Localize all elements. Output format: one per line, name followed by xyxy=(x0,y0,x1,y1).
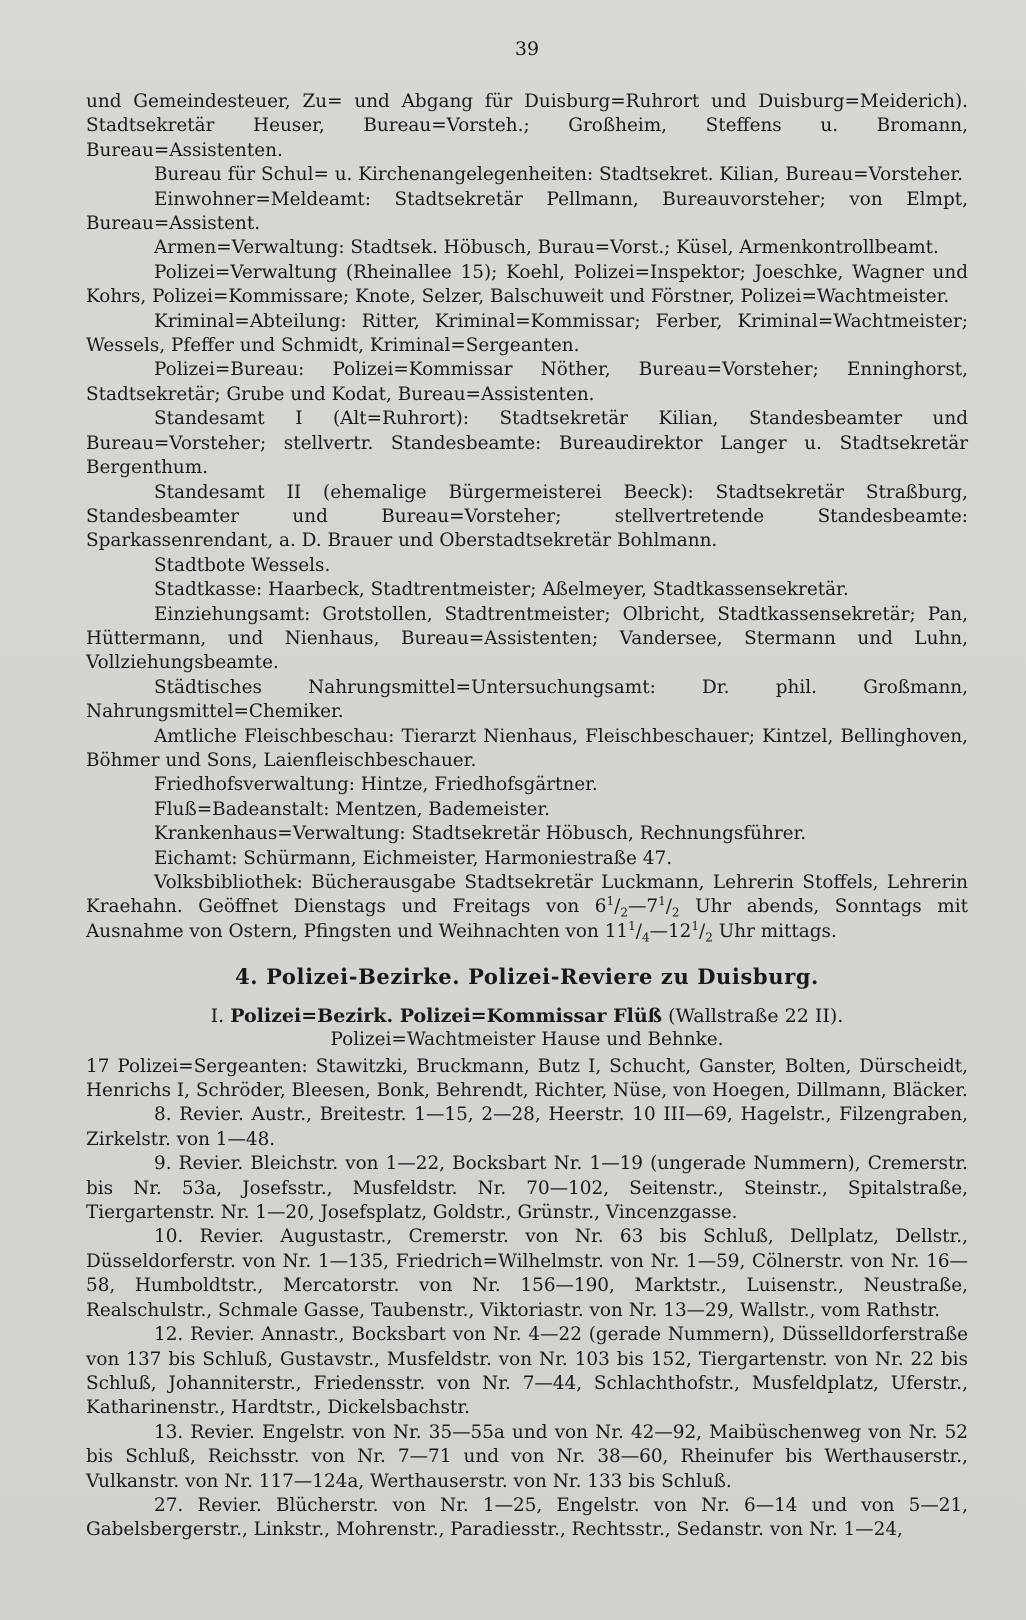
paragraph: Einziehungsamt: Grotstollen, Stadtrentmeister; Olbricht, Stadtkassensekretär; Pan, Hüttermann, und Nienhaus, Bureau=Assistenten; Vandersee, Stermann und Luhn, Vollziehungsbeamte. xyxy=(86,603,968,674)
paragraph: Stadtbote Wessels. xyxy=(154,554,331,576)
paragraph: Polizei=Verwaltung (Rheinallee 15); Koehl, Polizei=Inspektor; Joeschke, Wagner und Kohrs, Polizei=Kommissare; Knote, Selzer, Balschuweit und Förstner, Polizei=Wachtmeister. xyxy=(86,261,968,308)
paragraph: Bureau für Schul= u. Kirchenangelegenheiten: Stadtsekret. Kilian, Bureau=Vorsteher. xyxy=(154,164,964,186)
paragraph: Polizei=Bureau: Polizei=Kommissar Nöther, Bureau=Vorsteher; Enninghorst, Stadtsekretär; Grube und Kodat, Bureau=Assistenten. xyxy=(86,359,968,405)
paragraph: 8. Revier. Austr., Breitestr. 1—15, 2—28, Heerstr. 10 III—69, Hagelstr., Filzengraben, Zirkelstr. von 1—48. xyxy=(86,1104,968,1150)
library-paragraph: Volksbibliothek: Bücherausgabe Stadtsekretär Luckmann, Lehrerin Stoffels, Lehrerin Kraehahn. Geöffnet Dienstags und Freitags von $6^1/_2—7^1/_2$ Uhr abends, Sonntags mit Ausnahme von Ostern, Pfingsten und Weihnachten von $11^1/_4—12^1/_2$ Uhr mittags. xyxy=(86,872,968,945)
paragraph: Kriminal=Abteilung: Ritter, Kriminal=Kommissar; Ferber, Kriminal=Wachtmeister; Wessels, Pfeffer und Schmidt, Kriminal=Sergeanten. xyxy=(86,310,968,357)
revier-list xyxy=(86,1055,968,1543)
paragraph: Armen=Verwaltung: Stadtsek. Höbusch, Burau=Vorst.; Küsel, Armenkontrollbeamt. xyxy=(154,237,939,259)
paragraph: Fluß=Badeanstalt: Mentzen, Bademeister. xyxy=(154,798,550,820)
paragraph: und Gemeindesteuer, Zu= und Abgang für Duisburg=Ruhrort und Duisburg=Meiderich). Stadtsekretär Heuser, Bureau=Vorsteh.; Großheim, Steffens u. Bromann, Bureau=Assistenten. xyxy=(86,91,968,161)
paragraph: 12. Revier. Annastr., Bocksbart von Nr. 4—22 (gerade Nummern), Düsselldorferstraße von 137 bis Schluß, Gustavstr., Musfeldstr. von Nr. 103 bis 152, Tiergartenstr. von Nr. 22 bis Schluß, Johanniterstr., Friedensstr. von Nr. 7—44, Schlachthofstr., Musfeldplatz, Uferstr., Katharinenstr., Hardtstr., Dickelsbachstr. xyxy=(86,1324,968,1419)
section-heading: 4. Polizei-Bezirke. Polizei-Reviere zu Duisburg. xyxy=(235,964,819,990)
district-subline: Polizei=Wachtmeister Hause und Behnke. xyxy=(330,1029,724,1051)
paragraph: 27. Revier. Blücherstr. von Nr. 1—25, Engelstr. von Nr. 6—14 und von 5—21, Gabelsbergerstr., Linkstr., Mohrenstr., Paradiesstr., Rechtsstr., Sedanstr. von Nr. 1—24, xyxy=(86,1494,968,1541)
paragraph: Standesamt I (Alt=Ruhrort): Stadtsekretär Kilian, Standesbeamter und Bureau=Vorsteher; stellvertr. Standesbeamte: Bureaudirektor Langer u. Stadtsekretär Bergenthum. xyxy=(86,408,968,479)
paragraph: Städtisches Nahrungsmittel=Untersuchungsamt: Dr. phil. Großmann, Nahrungsmittel=Chemiker. xyxy=(86,676,968,723)
page-number: 39 xyxy=(514,38,540,60)
paragraph: Krankenhaus=Verwaltung: Stadtsekretär Höbusch, Rechnungsführer. xyxy=(154,823,807,845)
paragraph: Friedhofsverwaltung: Hintze, Friedhofsgärtner. xyxy=(154,774,598,796)
paragraph: 10. Revier. Augustastr., Cremerstr. von Nr. 63 bis Schluß, Dellplatz, Dellstr., Düsseldorferstr. von Nr. 1—135, Friedrich=Wilhelmstr. von Nr. 1—59, Cölnerstr. von Nr. 16—58, Humboldtstr., Mercatorstr. von Nr. 156—190, Marktstr., Luisenstr., Neustraße, Realschulstr., Schmale Gasse, Taubenstr., Viktoriastr. von Nr. 13—29, Wallstr., vom Rathstr. xyxy=(86,1226,968,1321)
administration-list xyxy=(86,90,968,871)
district-heading: I. Polizei=Bezirk. Polizei=Kommissar Flüß (Wallstraße 22 II). xyxy=(210,1005,844,1028)
paragraph: Eichamt: Schürmann, Eichmeister, Harmoniestraße 47. xyxy=(154,847,673,869)
paragraph: Stadtkasse: Haarbeck, Stadtrentmeister; Aßelmeyer, Stadtkassensekretär. xyxy=(154,579,849,601)
paragraph: Amtliche Fleischbeschau: Tierarzt Nienhaus, Fleischbeschauer; Kintzel, Bellinghoven, Böhmer und Sons, Laienfleischbeschauer. xyxy=(86,725,968,771)
paragraph: Einwohner=Meldeamt: Stadtsekretär Pellmann, Bureauvorsteher; von Elmpt, Bureau=Assistent. xyxy=(86,188,968,235)
paragraph: 9. Revier. Bleichstr. von 1—22, Bocksbart Nr. 1—19 (ungerade Nummern), Cremerstr. bis Nr. 53a, Josefsstr., Musfeldstr. Nr. 70—102, Seitenstr., Steinstr., Spitalstraße, Tiergartenstr. Nr. 1—20, Josefsplatz, Goldstr., Grünstr., Vincenzgasse. xyxy=(86,1153,968,1224)
paragraph: 13. Revier. Engelstr. von Nr. 35—55a und von Nr. 42—92, Maibüschenweg von Nr. 52 bis Schluß, Reichsstr. von Nr. 7—71 und von Nr. 38—60, Rheinufer bis Werthauserstr., Vulkanstr. von Nr. 117—124a, Werthauserstr. von Nr. 133 bis Schluß. xyxy=(86,1421,968,1492)
paragraph: Standesamt II (ehemalige Bürgermeisterei Beeck): Stadtsekretär Straßburg, Standesbeamter und Bureau=Vorsteher; stellvertretende Standesbeamte: Sparkassenrendant, a. D. Brauer und Oberstadtsekretär Bohlmann. xyxy=(86,481,968,552)
paragraph: 17 Polizei=Sergeanten: Stawitzki, Bruckmann, Butz I, Schucht, Ganster, Bolten, Dürscheidt, Henrichs I, Schröder, Bleesen, Bonk, Behrendt, Richter, Nüse, von Hoegen, Dillmann, Bläcker. xyxy=(86,1055,968,1102)
